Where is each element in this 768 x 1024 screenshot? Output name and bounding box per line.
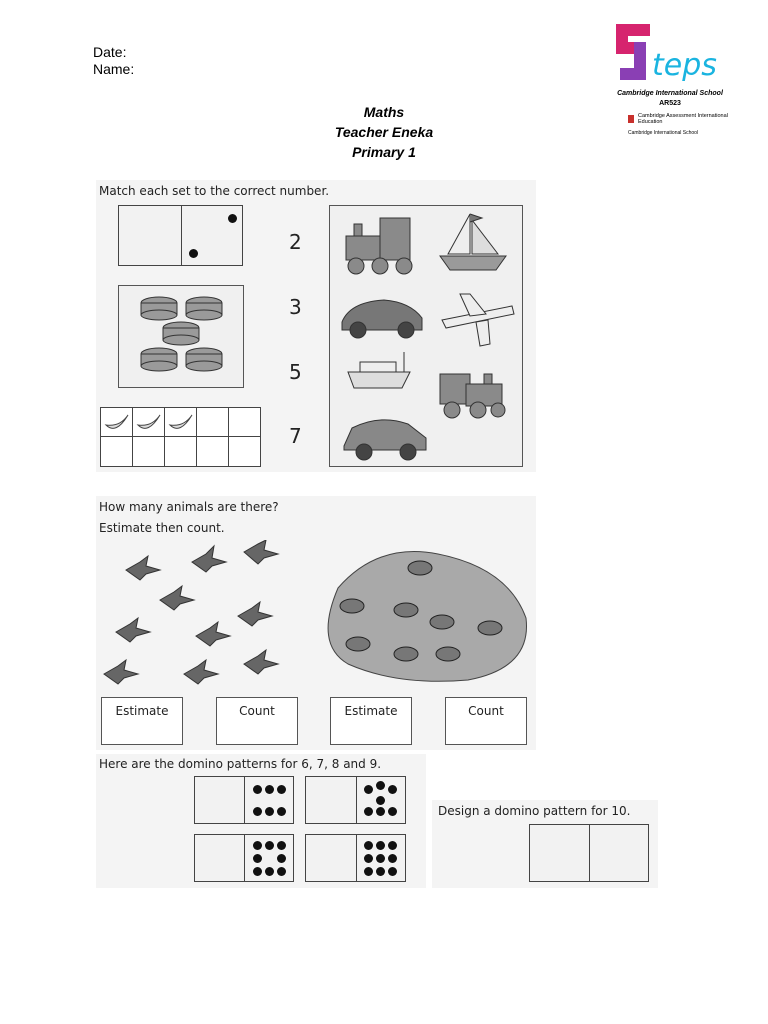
name-label: Name: [93, 61, 135, 77]
animals-question: How many animals are there? [99, 500, 279, 514]
count-frogs-box[interactable] [445, 697, 527, 745]
subject-title: Maths [363, 104, 405, 120]
frog-icons [318, 548, 530, 684]
count-birds-label: Count [239, 704, 275, 718]
number-three: 3 [289, 295, 302, 319]
date-label: Date: [93, 44, 127, 60]
domino-intro: Here are the domino patterns for 6, 7, 8 and 9. [99, 757, 382, 771]
domino-eight [194, 834, 294, 882]
estimate-birds-label: Estimate [115, 704, 169, 718]
domino-six [194, 776, 294, 824]
ten-frame-grid [100, 407, 261, 467]
estimate-birds-box[interactable] [101, 697, 183, 745]
birds-group [100, 540, 300, 692]
vehicles-set [329, 205, 523, 467]
bird-icons [100, 540, 300, 692]
number-five: 5 [289, 360, 302, 384]
domino-nine [305, 834, 406, 882]
drum-icons [119, 286, 243, 387]
domino-seven [305, 776, 406, 824]
design-domino-prompt: Design a domino pattern for 10. [438, 804, 631, 818]
count-frogs-label: Count [468, 704, 504, 718]
frogs-pond [318, 548, 530, 684]
grade-title: Primary 1 [352, 144, 416, 160]
number-two: 2 [289, 230, 302, 254]
blank-domino-ten[interactable] [529, 824, 649, 882]
school-logo [610, 14, 732, 140]
matching-instruction: Match each set to the correct number. [99, 184, 330, 198]
banana-ten-frame [100, 407, 261, 467]
logo-brand: teps [652, 48, 717, 83]
teacher-title: Teacher Eneka [334, 124, 434, 140]
count-birds-box[interactable] [216, 697, 298, 745]
number-seven: 7 [289, 424, 302, 448]
drums-set [118, 285, 244, 388]
animals-instruction: Estimate then count. [99, 521, 225, 535]
logo-code: AR523 [659, 100, 681, 107]
two-dot-domino [118, 205, 243, 266]
logo-school-small: Cambridge International School [628, 130, 699, 136]
estimate-frogs-label: Estimate [344, 704, 398, 718]
logo-assessment: Cambridge Assessment International Education [638, 113, 728, 125]
estimate-frogs-box[interactable] [330, 697, 412, 745]
logo-school: Cambridge International School [617, 90, 723, 97]
toy-vehicle-icons [330, 206, 522, 466]
